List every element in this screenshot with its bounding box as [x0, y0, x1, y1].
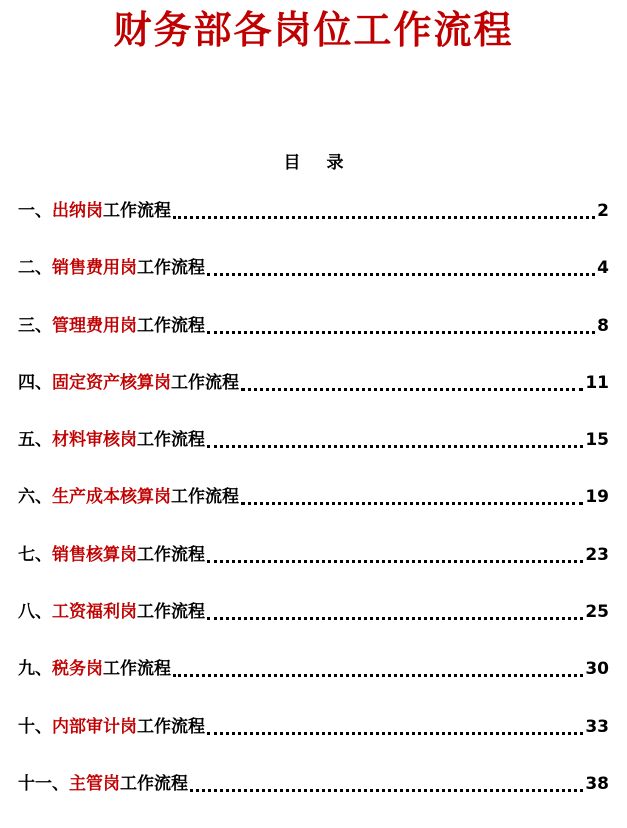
toc-entry-name: 管理费用岗	[52, 315, 137, 336]
toc-entry-number: 十、	[18, 716, 52, 737]
toc-page-number: 38	[585, 773, 609, 794]
toc-dot-leader	[207, 313, 595, 334]
toc-dot-leader	[207, 427, 583, 448]
toc-entry[interactable]	[18, 370, 609, 427]
toc-entry-number: 三、	[18, 315, 52, 336]
toc-entry-suffix: 工作流程	[137, 430, 205, 451]
toc-dot-leader	[241, 370, 583, 391]
toc-entry-number: 一、	[18, 201, 52, 221]
toc-entry-suffix: 工作流程	[137, 602, 205, 623]
toc-entry-number: 十一、	[18, 773, 69, 794]
toc-entry-name: 销售核算岗	[52, 544, 137, 565]
toc-page-number: 2	[597, 201, 609, 221]
toc-dot-leader	[241, 484, 583, 505]
toc-page-number: 33	[585, 716, 609, 737]
toc-entry-number: 四、	[18, 372, 52, 393]
toc-entry-number: 八、	[18, 602, 52, 623]
toc-entry[interactable]	[18, 198, 609, 255]
toc-entry-suffix: 工作流程	[120, 773, 188, 794]
toc-entry-name: 工资福利岗	[52, 602, 137, 623]
toc-page-number: 23	[585, 544, 609, 565]
toc-entry[interactable]	[18, 542, 609, 599]
toc-entry-suffix: 工作流程	[137, 544, 205, 565]
toc-entry-name: 材料审核岗	[52, 430, 137, 451]
toc-page-number: 4	[597, 258, 609, 279]
toc-entry-number: 六、	[18, 487, 52, 508]
toc-page-number: 15	[585, 430, 609, 451]
toc-entry[interactable]	[18, 599, 609, 656]
toc-heading: 目 录	[283, 153, 344, 173]
toc-entry[interactable]	[18, 484, 609, 541]
toc-dot-leader	[207, 714, 583, 735]
toc-entry-number: 五、	[18, 430, 52, 451]
toc-entry-suffix: 工作流程	[171, 487, 239, 508]
toc-page-number: 30	[585, 659, 609, 680]
toc-page-number: 11	[585, 372, 609, 393]
toc-entry-number: 九、	[18, 659, 52, 680]
toc-entry-name: 固定资产核算岗	[52, 372, 171, 393]
toc-dot-leader	[207, 542, 583, 563]
toc-page-number: 8	[597, 315, 609, 336]
table-of-contents	[18, 198, 609, 828]
toc-entry-suffix: 工作流程	[137, 258, 205, 279]
toc-dot-leader	[173, 198, 595, 219]
toc-entry-name: 销售费用岗	[52, 258, 137, 279]
toc-dot-leader	[173, 656, 583, 677]
toc-entry-suffix: 工作流程	[103, 659, 171, 680]
toc-page-number: 25	[585, 602, 609, 623]
toc-entry-suffix: 工作流程	[137, 716, 205, 737]
toc-entry[interactable]	[18, 427, 609, 484]
toc-entry[interactable]	[18, 313, 609, 370]
toc-entry[interactable]	[18, 771, 609, 828]
toc-entry-name: 出纳岗	[52, 201, 103, 221]
toc-entry-name: 税务岗	[52, 659, 103, 680]
toc-entry[interactable]	[18, 255, 609, 312]
toc-dot-leader	[207, 255, 595, 276]
toc-dot-leader	[190, 771, 583, 792]
toc-page-number: 19	[585, 487, 609, 508]
toc-entry-name: 内部审计岗	[52, 716, 137, 737]
toc-entry-name: 生产成本核算岗	[52, 487, 171, 508]
toc-entry-suffix: 工作流程	[103, 201, 171, 221]
toc-entry-name: 主管岗	[69, 773, 120, 794]
toc-entry-suffix: 工作流程	[171, 372, 239, 393]
toc-entry[interactable]	[18, 656, 609, 713]
toc-entry-suffix: 工作流程	[137, 315, 205, 336]
page-title: 财务部各岗位工作流程	[113, 8, 514, 52]
toc-dot-leader	[207, 599, 583, 620]
toc-entry-number: 七、	[18, 544, 52, 565]
toc-entry-number: 二、	[18, 258, 52, 279]
toc-entry[interactable]	[18, 714, 609, 771]
